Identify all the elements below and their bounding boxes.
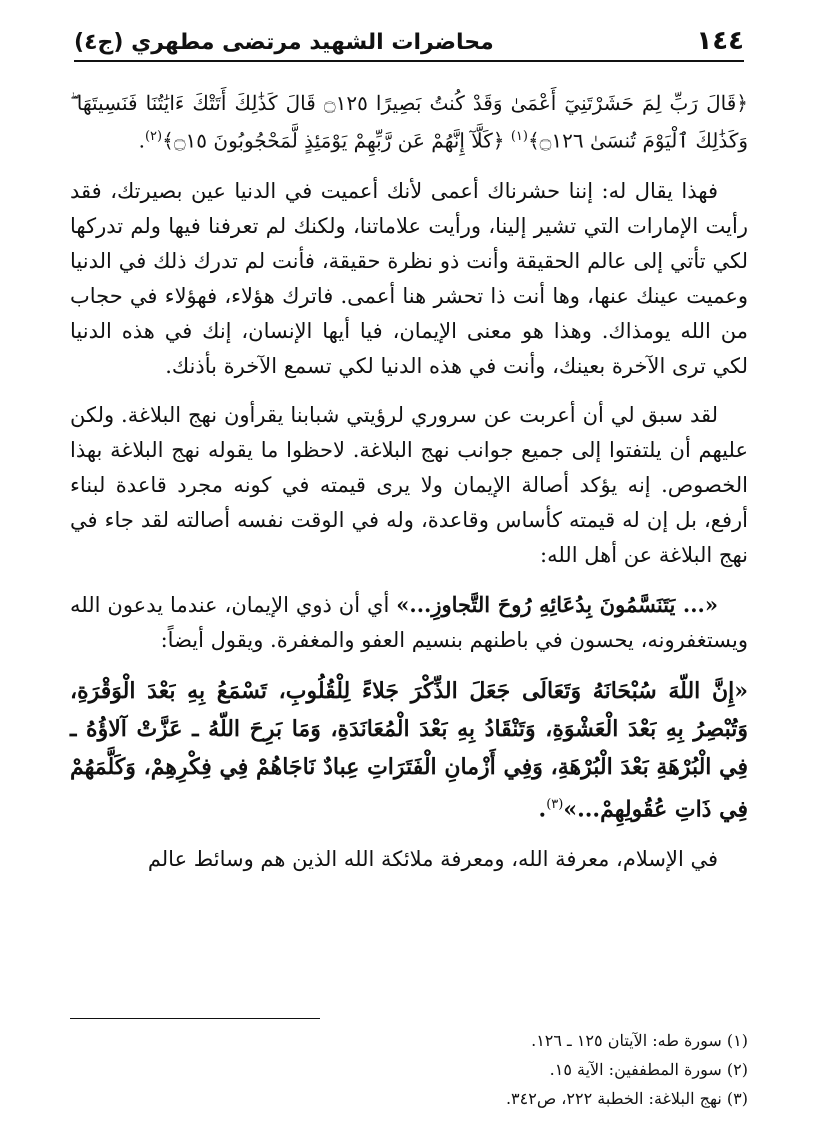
footnote-ref-2: (٢) xyxy=(144,129,163,144)
running-title: محاضرات الشهيد مرتضى مطهري (ج٤) xyxy=(74,30,494,55)
quran-verses xyxy=(70,86,748,158)
footnote-1: (١) سورة طه: الآيتان ١٢٥ ـ ١٢٦. xyxy=(531,1031,748,1050)
paragraph-4: في الإسلام، معرفة الله، ومعرفة ملائكة الله الذين هم وسائط عالم xyxy=(147,846,718,871)
page-number: ١٤٤ xyxy=(696,26,744,56)
footnote-ref-3: (٣) xyxy=(546,796,564,812)
nahj-quote-text: «إِنَّ اللّهَ سُبْحَانَهُ وَتَعَالَى جَعَلَ الذِّكْرَ جَلاءً لِلْقُلُوبِ، تَسْمَعُ بِهِ بَعْدَ الْوَقْرَةِ، وَتُبْصِرُ بِهِ بَعْدَ الْعَشْوَةِ، وَتَنْقَادُ بِهِ بَعْدَ الْمُعَانَدَةِ، وَمَا بَرِحَ اللّهُ ـ عَزَّتْ آلاؤُهُ ـ فِي الْبُرْهَةِ بَعْدَ الْبُرْهَةِ، وَفِي أَزْمانِ الْفَتَرَاتِ عِبادٌ نَاجَاهُمْ فِي فِكْرِهِمْ، وَكَلَّمَهُمْ فِي ذَاتِ عُقُولِهِمْ...» xyxy=(70,677,748,822)
nahj-quote-block xyxy=(70,672,748,828)
footnote-separator xyxy=(70,1018,320,1019)
verse-end-mark: . xyxy=(138,128,145,153)
paragraph-2: لقد سبق لي أن أعربت عن سروري لرؤيتي شبابنا يقرأون نهج البلاغة. ولكن عليهم أن يلتفتوا إلى جميع جوانب نهج البلاغة. لاحظوا ما يقوله نهج البلاغة بهذا الخصوص. إنه يؤكد أصالة الإيمان ولا يرى قيمته في كونه مجرد قاعدة لبناء أرفع، بل إن له قيمته كأساس وقاعدة، وله في الوقت نفسه أصالته لقد جاء في نهج البلاغة عن أهل الله: xyxy=(70,402,748,567)
footnote-3: (٣) نهج البلاغة: الخطبة ٢٢٢، ص٣٤٢. xyxy=(505,1089,748,1108)
footnote-ref-1: (١) xyxy=(510,129,528,144)
page-body xyxy=(70,86,748,891)
footnote-2: (٢) سورة المطففين: الآية ١٥. xyxy=(549,1060,748,1079)
inline-quote: «... يَتَنَسَّمُونَ بِدُعَائِهِ رُوحَ التَّجاوزِ...» xyxy=(396,591,718,617)
paragraph-3-text: أي أن ذوي الإيمان، عندما يدعون الله ويستغفرونه، يحسون في باطنهم بنسيم العفو والمغفرة. ويقول أيضاً: xyxy=(70,592,748,652)
page-header xyxy=(74,18,744,62)
verse-text-2: ﴿كَلَّآ إِنَّهُمْ عَن رَّبِّهِمْ يَوْمَئِذٍ لَّمَحْجُوبُونَ ۝١٥﴾ xyxy=(162,128,505,153)
paragraph-3 xyxy=(70,587,748,658)
quote-end-mark: . xyxy=(538,795,547,822)
footnotes xyxy=(70,1026,748,1113)
verse-text-1: ﴿قَالَ رَبِّ لِمَ حَشَرْتَنِيٓ أَعْمَىٰ وَقَدْ كُنتُ بَصِيرًا ۝١٢٥ قَالَ كَذَٰلِكَ أَتَتْكَ ءَايَٰتُنَا فَنَسِيتَهَا ۖ وَكَذَٰلِكَ ٱلْيَوْمَ تُنسَىٰ ۝١٢٦﴾ xyxy=(70,91,748,153)
paragraph-1: فهذا يقال له: إننا حشرناك أعمى لأنك أعميت في الدنيا عين بصيرتك، فقد رأيت الإمارات التي تشير إلينا، ورأيت علاماتنا، ولكنك لم تعرفنا فيها ولم تدركها لكي تأتي إلى عالم الحقيقة وأنت ذو نظرة حقيقة، فأنت لم تدرك ذلك في الدنيا وعميت عينك عنها، وها أنت ذا تحشر هنا أعمى. فاترك هؤلاء، فهؤلاء في حجاب من الله يومذاك. وهذا هو معنى الإيمان، فيا أيها الإنسان، إنك في هذه الدنيا لكي ترى الآخرة بعينك، وأنت في هذه الدنيا لكي تسمع الآخرة بأذنك. xyxy=(70,178,748,378)
